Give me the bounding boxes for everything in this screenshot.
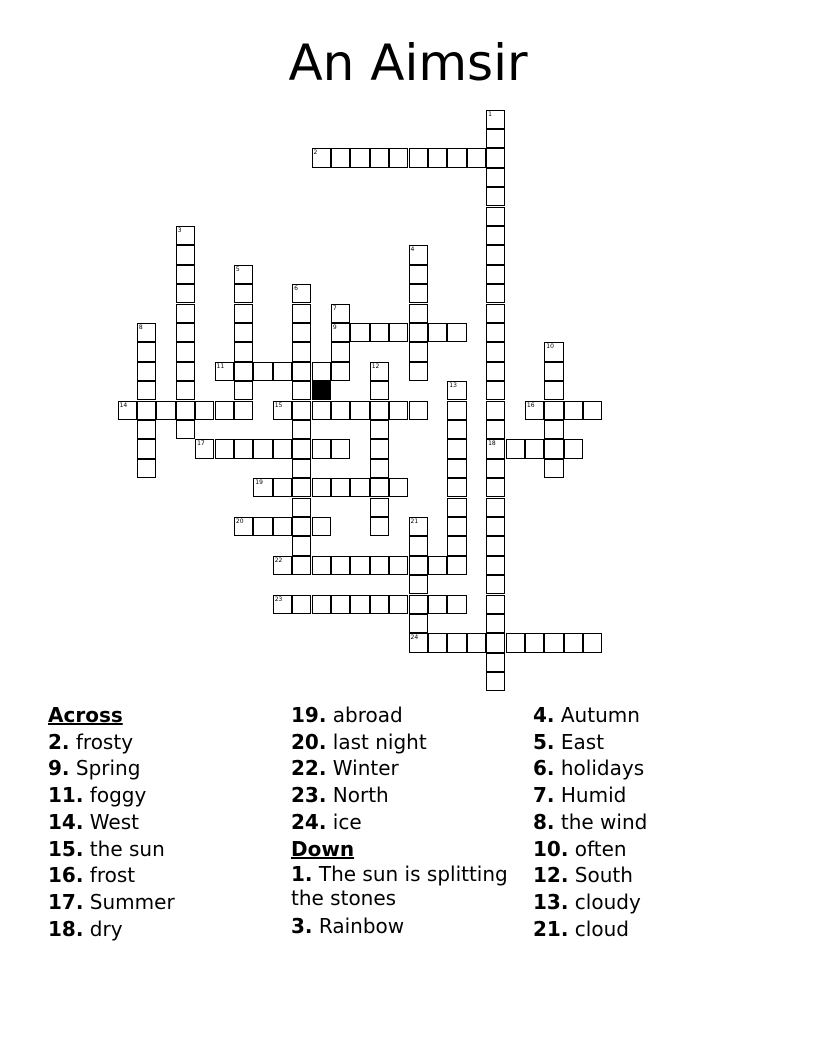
- clue-across-20: 20. last night: [291, 729, 427, 754]
- clue-number: 7: [332, 304, 337, 312]
- grid-cell[interactable]: [370, 517, 389, 536]
- clue-number: 20: [235, 517, 244, 525]
- black-square: [312, 381, 331, 400]
- grid-cell[interactable]: [486, 362, 505, 381]
- clue-across-14: 14. West: [48, 809, 139, 834]
- grid-cell[interactable]: [447, 401, 466, 420]
- clues-column-3: [533, 702, 647, 942]
- grid-cell[interactable]: [447, 536, 466, 555]
- grid-cell[interactable]: [389, 401, 408, 420]
- clue-number: 5: [235, 265, 240, 273]
- grid-cell[interactable]: [428, 323, 447, 342]
- grid-cell[interactable]: [544, 459, 563, 478]
- grid-cell[interactable]: [331, 478, 350, 497]
- grid-cell[interactable]: [506, 633, 525, 652]
- grid-cell[interactable]: [137, 362, 156, 381]
- clue-number: 18: [488, 440, 496, 448]
- grid-cell[interactable]: [486, 595, 505, 614]
- grid-cell[interactable]: [544, 439, 563, 458]
- clue-number: 8: [138, 323, 143, 331]
- grid-cell[interactable]: [292, 595, 311, 614]
- grid-cell[interactable]: [486, 342, 505, 361]
- grid-cell[interactable]: [428, 633, 447, 652]
- clue-number: 24: [410, 634, 419, 642]
- grid-cell[interactable]: [292, 342, 311, 361]
- grid-cell[interactable]: [428, 148, 447, 167]
- grid-cell[interactable]: [312, 439, 331, 458]
- grid-cell[interactable]: [331, 439, 350, 458]
- grid-cell[interactable]: [370, 401, 389, 420]
- grid-cell[interactable]: [273, 556, 292, 575]
- grid-cell[interactable]: [370, 323, 389, 342]
- grid-cell[interactable]: [486, 672, 505, 691]
- grid-cell[interactable]: [486, 168, 505, 187]
- grid-cell[interactable]: [234, 362, 253, 381]
- grid-cell[interactable]: [350, 148, 369, 167]
- grid-cell[interactable]: [331, 362, 350, 381]
- grid-cell[interactable]: [312, 595, 331, 614]
- grid-cell[interactable]: [176, 265, 195, 284]
- grid-cell[interactable]: [292, 439, 311, 458]
- grid-cell[interactable]: [486, 265, 505, 284]
- grid-cell[interactable]: [292, 362, 311, 381]
- grid-cell[interactable]: [234, 401, 253, 420]
- grid-cell[interactable]: [312, 556, 331, 575]
- clue-number: 11: [216, 362, 225, 370]
- grid-cell[interactable]: [467, 633, 486, 652]
- grid-cell[interactable]: [389, 478, 408, 497]
- grid-cell[interactable]: [350, 556, 369, 575]
- grid-cell[interactable]: [273, 401, 292, 420]
- clue-number: 6: [294, 285, 298, 293]
- clue-number: 23: [274, 595, 283, 603]
- grid-cell[interactable]: [370, 556, 389, 575]
- grid-cell[interactable]: [292, 478, 311, 497]
- grid-cell[interactable]: [137, 323, 156, 342]
- clue-down-7: 7. Humid: [533, 783, 627, 808]
- grid-cell[interactable]: [312, 362, 331, 381]
- grid-cell[interactable]: [409, 148, 428, 167]
- clue-down-4: 4. Autumn: [533, 703, 640, 727]
- grid-cell[interactable]: [486, 401, 505, 420]
- grid-cell[interactable]: [137, 342, 156, 361]
- grid-cell[interactable]: [292, 498, 311, 517]
- grid-cell[interactable]: [544, 362, 563, 381]
- grid-cell[interactable]: [447, 148, 466, 167]
- grid-cell[interactable]: [486, 245, 505, 264]
- grid-cell[interactable]: [428, 595, 447, 614]
- grid-cell[interactable]: [234, 517, 253, 536]
- grid-cell[interactable]: [370, 381, 389, 400]
- grid-cell[interactable]: [137, 381, 156, 400]
- clues-column-2: [291, 702, 511, 940]
- grid-cell[interactable]: [447, 478, 466, 497]
- grid-cell[interactable]: [486, 187, 505, 206]
- grid-cell[interactable]: [350, 595, 369, 614]
- grid-cell[interactable]: [370, 459, 389, 478]
- clue-down-5: 5. East: [533, 729, 605, 754]
- grid-cell[interactable]: [215, 439, 234, 458]
- clue-down-21: 21. cloud: [533, 916, 629, 941]
- grid-cell[interactable]: [564, 439, 583, 458]
- grid-cell[interactable]: [409, 265, 428, 284]
- grid-cell[interactable]: [389, 323, 408, 342]
- grid-cell[interactable]: [370, 595, 389, 614]
- grid-cell[interactable]: [234, 342, 253, 361]
- clue-number: 14: [119, 401, 128, 409]
- grid-cell[interactable]: [176, 342, 195, 361]
- grid-cell[interactable]: [486, 323, 505, 342]
- grid-cell[interactable]: [312, 478, 331, 497]
- across-heading: Across: [48, 703, 123, 727]
- clue-across-22: 22. Winter: [291, 756, 399, 781]
- grid-cell[interactable]: [137, 401, 156, 420]
- grid-cell[interactable]: [253, 362, 272, 381]
- grid-cell[interactable]: [292, 420, 311, 439]
- clue-number: 15: [274, 401, 283, 409]
- grid-cell[interactable]: [409, 595, 428, 614]
- grid-cell[interactable]: [486, 148, 505, 167]
- grid-cell[interactable]: [486, 284, 505, 303]
- grid-cell[interactable]: [486, 129, 505, 148]
- grid-cell[interactable]: [331, 342, 350, 361]
- grid-cell[interactable]: [486, 614, 505, 633]
- grid-cell[interactable]: [176, 381, 195, 400]
- grid-cell[interactable]: [370, 420, 389, 439]
- grid-cell[interactable]: [409, 633, 428, 652]
- grid-cell[interactable]: [292, 459, 311, 478]
- clue-across-9: 9. Spring: [48, 756, 141, 781]
- grid-cell[interactable]: [409, 362, 428, 381]
- grid-cell[interactable]: [409, 517, 428, 536]
- clue-down-10: 10. often: [533, 836, 627, 861]
- grid-cell[interactable]: [234, 304, 253, 323]
- clue-number: 2: [313, 149, 318, 157]
- grid-cell[interactable]: [176, 420, 195, 439]
- grid-cell[interactable]: [292, 401, 311, 420]
- grid-cell[interactable]: [447, 498, 466, 517]
- grid-cell[interactable]: [447, 381, 466, 400]
- grid-cell[interactable]: [234, 381, 253, 400]
- grid-cell[interactable]: [564, 401, 583, 420]
- grid-cell[interactable]: [389, 595, 408, 614]
- grid-cell[interactable]: [409, 342, 428, 361]
- grid-cell[interactable]: [137, 439, 156, 458]
- grid-cell[interactable]: [409, 536, 428, 555]
- grid-cell[interactable]: [486, 498, 505, 517]
- clues-column-1: [48, 702, 175, 942]
- grid-cell[interactable]: [215, 362, 234, 381]
- clue-number: 21: [410, 517, 419, 525]
- clue-number: 22: [274, 556, 283, 564]
- grid-cell[interactable]: [331, 304, 350, 323]
- clue-across-24: 24. ice: [291, 809, 362, 834]
- grid-cell[interactable]: [564, 633, 583, 652]
- grid-cell[interactable]: [486, 226, 505, 245]
- grid-cell[interactable]: [486, 207, 505, 226]
- grid-cell[interactable]: [447, 595, 466, 614]
- clue-number: 4: [410, 246, 415, 254]
- grid-cell[interactable]: [331, 323, 350, 342]
- grid-cell[interactable]: [486, 575, 505, 594]
- grid-cell[interactable]: [273, 595, 292, 614]
- grid-cell[interactable]: [486, 381, 505, 400]
- grid-cell[interactable]: [118, 401, 137, 420]
- down-heading: Down: [291, 836, 355, 861]
- clue-number: 9: [332, 323, 337, 331]
- puzzle-title: An Aimsir: [288, 34, 528, 92]
- grid-cell[interactable]: [273, 439, 292, 458]
- grid-cell[interactable]: [273, 478, 292, 497]
- grid-cell[interactable]: [253, 517, 272, 536]
- grid-cell[interactable]: [447, 459, 466, 478]
- grid-cell[interactable]: [525, 439, 544, 458]
- clue-number: 10: [546, 343, 554, 351]
- grid-cell[interactable]: [370, 148, 389, 167]
- grid-cell[interactable]: [176, 323, 195, 342]
- grid-cell[interactable]: [486, 633, 505, 652]
- grid-cell[interactable]: [137, 420, 156, 439]
- grid-cell[interactable]: [234, 284, 253, 303]
- grid-cell[interactable]: [292, 536, 311, 555]
- grid-cell[interactable]: [176, 304, 195, 323]
- clue-across-2: 2. frosty: [48, 729, 134, 754]
- grid-cell[interactable]: [331, 595, 350, 614]
- grid-cell[interactable]: [253, 439, 272, 458]
- grid-cell[interactable]: [447, 439, 466, 458]
- grid-cell[interactable]: [486, 459, 505, 478]
- grid-cell[interactable]: [350, 401, 369, 420]
- grid-cell[interactable]: [176, 245, 195, 264]
- grid-cell[interactable]: [447, 517, 466, 536]
- clue-number: 16: [526, 401, 535, 409]
- clue-across-23: 23. North: [291, 783, 389, 808]
- grid-cell[interactable]: [292, 381, 311, 400]
- grid-cell[interactable]: [389, 148, 408, 167]
- grid-cell[interactable]: [544, 420, 563, 439]
- grid-cell[interactable]: [331, 401, 350, 420]
- grid-cell[interactable]: [312, 401, 331, 420]
- grid-cell[interactable]: [409, 556, 428, 575]
- grid-cell[interactable]: [409, 304, 428, 323]
- clue-number: 1: [488, 110, 492, 118]
- grid-cell[interactable]: [486, 517, 505, 536]
- clue-down-3: 3. Rainbow: [291, 914, 405, 939]
- clue-down-12: 12. South: [533, 863, 633, 888]
- clue-across-11: 11. foggy: [48, 783, 147, 808]
- grid-cell[interactable]: [331, 148, 350, 167]
- grid-cell[interactable]: [409, 575, 428, 594]
- grid-cell[interactable]: [525, 401, 544, 420]
- grid-cell[interactable]: [486, 304, 505, 323]
- grid-cell[interactable]: [292, 556, 311, 575]
- grid-cell[interactable]: [486, 653, 505, 672]
- clue-number: 12: [371, 362, 380, 370]
- clue-number: 13: [449, 382, 457, 390]
- grid-cell[interactable]: [273, 362, 292, 381]
- grid-cell[interactable]: [312, 148, 331, 167]
- grid-cell[interactable]: [486, 536, 505, 555]
- grid-cell[interactable]: [176, 401, 195, 420]
- clue-across-15: 15. the sun: [48, 836, 165, 861]
- grid-cell[interactable]: [486, 478, 505, 497]
- grid-cell[interactable]: [292, 517, 311, 536]
- grid-cell[interactable]: [486, 110, 505, 129]
- clue-down-6: 6. holidays: [533, 756, 645, 781]
- clue-across-19: 19. abroad: [291, 703, 403, 727]
- grid-cell[interactable]: [176, 284, 195, 303]
- grid-cell[interactable]: [525, 633, 544, 652]
- grid-cell[interactable]: [370, 439, 389, 458]
- grid-cell[interactable]: [389, 556, 408, 575]
- grid-cell[interactable]: [370, 478, 389, 497]
- grid-cell[interactable]: [156, 401, 175, 420]
- grid-cell[interactable]: [467, 148, 486, 167]
- clue-down-1: 1. The sun is splitting the stones: [291, 862, 508, 911]
- grid-cell[interactable]: [447, 420, 466, 439]
- grid-cell[interactable]: [234, 439, 253, 458]
- grid-cell[interactable]: [409, 614, 428, 633]
- grid-cell[interactable]: [350, 323, 369, 342]
- grid-cell[interactable]: [312, 517, 331, 536]
- clue-number: 3: [177, 226, 182, 234]
- grid-cell[interactable]: [215, 401, 234, 420]
- grid-cell[interactable]: [486, 556, 505, 575]
- grid-cell[interactable]: [292, 284, 311, 303]
- grid-cell[interactable]: [234, 265, 253, 284]
- grid-cell[interactable]: [544, 401, 563, 420]
- grid-cell[interactable]: [447, 323, 466, 342]
- grid-cell[interactable]: [195, 439, 214, 458]
- grid-cell[interactable]: [409, 323, 428, 342]
- grid-cell[interactable]: [447, 556, 466, 575]
- clue-across-17: 17. Summer: [48, 889, 175, 914]
- grid-cell[interactable]: [234, 323, 253, 342]
- grid-cell[interactable]: [409, 401, 428, 420]
- clue-number: 19: [255, 479, 263, 487]
- grid-cell[interactable]: [253, 478, 272, 497]
- grid-cell[interactable]: [544, 633, 563, 652]
- clue-down-13: 13. cloudy: [533, 889, 641, 914]
- grid-cell[interactable]: [447, 633, 466, 652]
- grid-cell[interactable]: [273, 517, 292, 536]
- grid-cell[interactable]: [176, 362, 195, 381]
- grid-cell[interactable]: [583, 401, 602, 420]
- clue-across-18: 18. dry: [48, 916, 123, 941]
- clue-across-16: 16. frost: [48, 863, 136, 888]
- grid-cell[interactable]: [409, 245, 428, 264]
- grid-cell[interactable]: [331, 556, 350, 575]
- grid-cell[interactable]: [409, 284, 428, 303]
- clue-down-8: 8. the wind: [533, 809, 648, 834]
- grid-cell[interactable]: [428, 556, 447, 575]
- grid-cell[interactable]: [486, 420, 505, 439]
- grid-cell[interactable]: [544, 381, 563, 400]
- grid-cell[interactable]: [544, 342, 563, 361]
- grid-cell[interactable]: [370, 498, 389, 517]
- grid-cell[interactable]: [370, 362, 389, 381]
- grid-cell[interactable]: [292, 323, 311, 342]
- grid-cell[interactable]: [176, 226, 195, 245]
- grid-cell[interactable]: [195, 401, 214, 420]
- grid-cell[interactable]: [506, 439, 525, 458]
- grid-cell[interactable]: [583, 633, 602, 652]
- grid-cell[interactable]: [486, 439, 505, 458]
- grid-cell[interactable]: [350, 478, 369, 497]
- clue-number: 17: [197, 440, 205, 448]
- grid-cell[interactable]: [137, 459, 156, 478]
- grid-cell[interactable]: [292, 304, 311, 323]
